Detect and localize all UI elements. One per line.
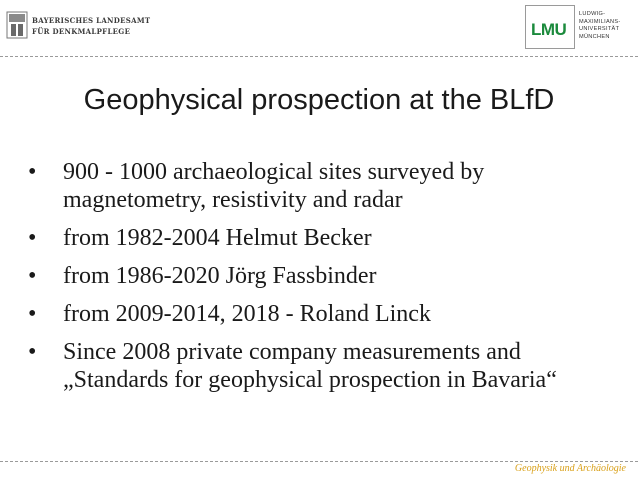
bullet-item <box>28 338 628 394</box>
bullet-item <box>28 300 628 328</box>
bullet-text: from 1986-2020 Jörg Fassbinder <box>63 263 377 289</box>
header-divider <box>0 56 638 57</box>
footer-text: Geophysik und Archäologie <box>514 463 626 474</box>
bullet-icon: • <box>28 225 37 251</box>
bullet-text: 900 - 1000 archaeological sites surveyed by magnetometry, resistivity and radar <box>63 159 485 213</box>
footer-divider <box>0 461 638 462</box>
bullet-text: from 1982-2004 Helmut Becker <box>63 225 372 251</box>
bullet-icon: • <box>28 263 37 289</box>
bullet-list <box>28 158 628 404</box>
bullet-text: Since 2008 private company measurements and „Standards for geophysical prospection in Bavaria“ <box>63 339 557 393</box>
bullet-item <box>28 158 628 214</box>
lmu-logo-box <box>525 5 575 49</box>
blfd-logo-line2: FÜR DENKMALPFLEGE <box>32 27 131 36</box>
lmu-logo <box>525 5 635 49</box>
blfd-logo-line1: BAYERISCHES LANDESAMT <box>32 16 151 25</box>
bullet-item <box>28 262 628 290</box>
bullet-text: from 2009-2014, 2018 - Roland Linck <box>63 301 431 327</box>
lmu-logo-text: LUDWIG- MAXIMILIANS- UNIVERSITÄT MÜNCHEN <box>579 11 621 40</box>
slide-title: Geophysical prospection at the BLfD <box>83 84 555 116</box>
bullet-icon: • <box>28 159 37 185</box>
blfd-emblem-icon <box>6 10 28 40</box>
blfd-logo <box>6 6 151 44</box>
bullet-icon: • <box>28 339 37 365</box>
bullet-icon: • <box>28 301 37 327</box>
bullet-item <box>28 224 628 252</box>
lmu-logo-mark: LMU <box>531 20 567 39</box>
